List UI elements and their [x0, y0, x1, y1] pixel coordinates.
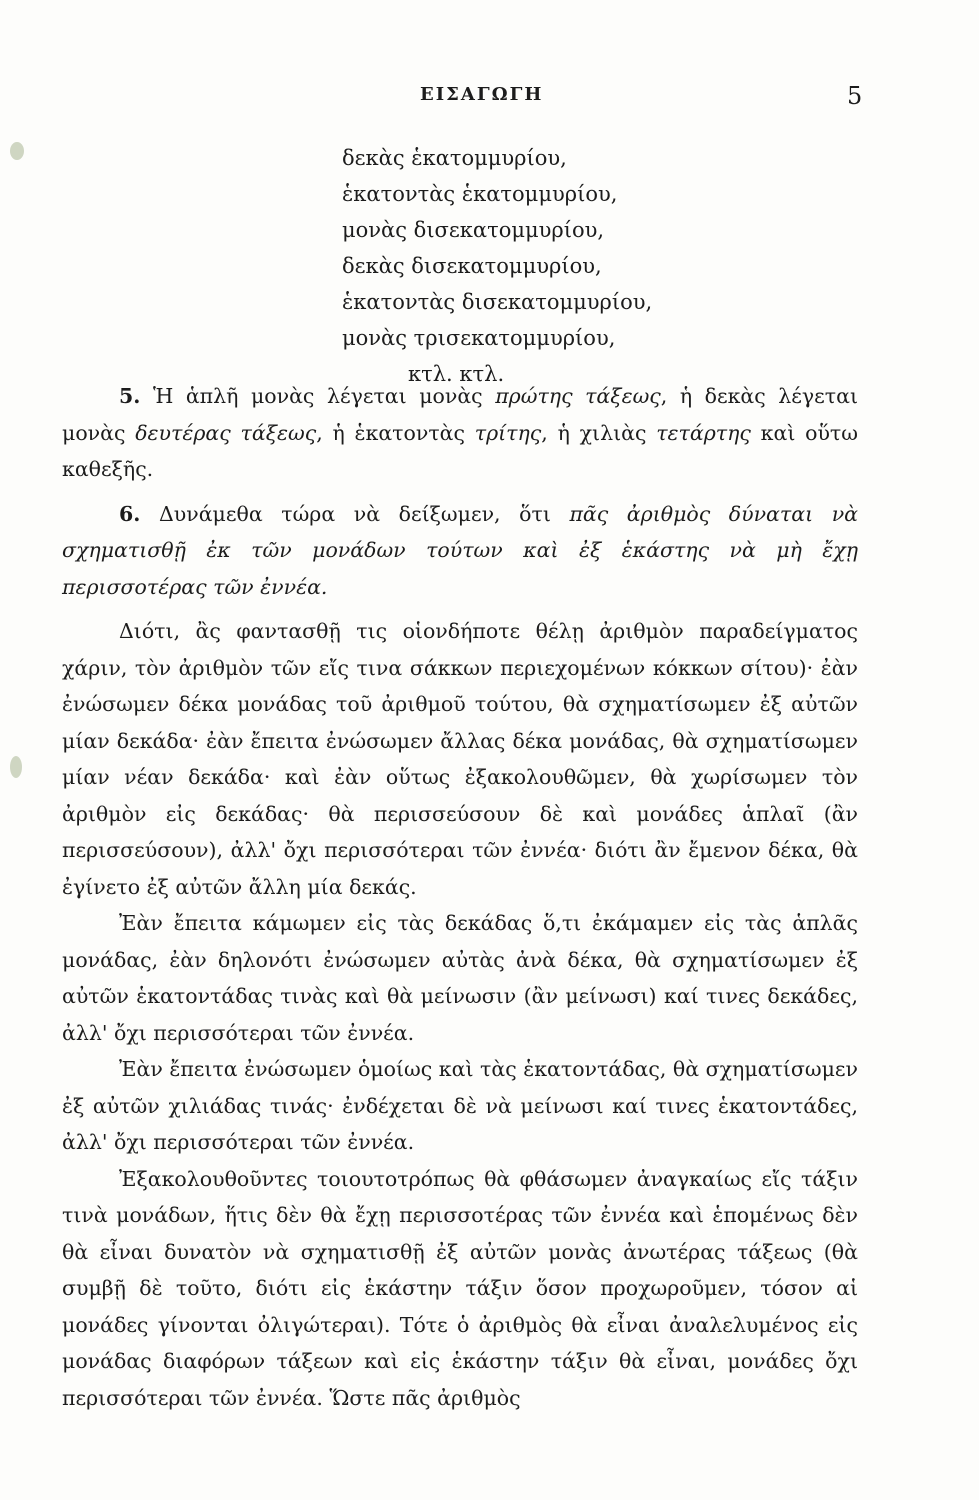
page-number: 5: [847, 82, 863, 110]
text-run: Ἡ ἁπλῆ μονὰς λέγεται μονὰς: [152, 384, 496, 408]
page-header: [0, 84, 979, 114]
running-head: ΕΙΣΑΓΩΓΗ: [420, 84, 544, 105]
section-number: 6.: [119, 501, 141, 526]
paragraph: Ἐξακολουθοῦντες τοιουτοτρόπως θὰ φθάσωμεν ἀναγκαίως εἴς τάξιν τινὰ μονάδων, ἥτις δὲν θὰ ἔχῃ περισσοτέρας τῶν ἐννέα καὶ ἑπομένως δὲν θὰ εἶναι δυνατὸν νὰ σχηματισθῇ ἐξ αὐτῶν μονὰς ἀνωτέρας τάξεως (θὰ συμβῇ δὲ τοῦτο, διότι εἰς ἑκάστην τάξιν ὅσον προχωροῦμεν, τόσον αἱ μονάδες γίνονται ὀλιγώτεραι). Τότε ὁ ἀριθμὸς θὰ εἶναι ἀναλελυμένος εἰς μονάδας διαφόρων τάξεων καὶ εἰς ἑκάστην τάξιν θὰ εἶναι, μονάδες ὄχι περισσότεραι τῶν ἐννέα. Ὥστε πᾶς ἀριθμὸς: [62, 1166, 858, 1410]
margin-stain-middle: [10, 756, 22, 778]
text-run: Δυνάμεθα τώρα νὰ δείξωμεν, ὅτι: [158, 501, 570, 526]
list-line-etc: κτλ. κτλ.: [408, 362, 505, 386]
emphasis: δευτέρας τάξεως: [135, 420, 317, 445]
text-run: , ἡ δεκὰς λέγεται μονὰς: [62, 384, 858, 445]
emphasis: πρώτης τάξεως: [495, 384, 661, 408]
text-run: , ἡ χιλιὰς: [541, 420, 657, 445]
margin-stain-top: [10, 142, 24, 160]
section-6: [62, 496, 858, 606]
list-line: ἑκατοντὰς ἑκατομμυρίου,: [342, 182, 618, 206]
text-run: καὶ οὕτω καθεξῆς.: [62, 420, 858, 481]
text-run: , ἡ ἑκατοντὰς: [316, 420, 475, 445]
list-line: μονὰς δισεκατομμυρίου,: [342, 218, 605, 242]
list-line: μονὰς τρισεκατομμυρίου,: [342, 326, 616, 350]
list-line: ἑκατοντὰς δισεκατομμυρίου,: [342, 290, 653, 314]
emphasis: τρίτης: [474, 420, 542, 445]
section-number: 5.: [119, 384, 141, 408]
paragraph: Διότι, ἂς φαντασθῇ τις οἱονδήποτε θέλῃ ἀριθμὸν παραδείγματος χάριν, τὸν ἀριθμὸν τῶν εἴς τινα σάκκων περιεχομένων κόκκων σίτου)· ἐὰν ἐνώσωμεν δέκα μονάδας τοῦ ἀριθμοῦ τούτου, θὰ σχηματίσωμεν ἐξ αὐτῶν μίαν δεκάδα· ἐὰν ἔπειτα ἐνώσωμεν ἄλλας δέκα μονάδας, θὰ σχηματίσωμεν μίαν νέαν δεκάδα· καὶ ἐὰν οὕτως ἐξακολουθῶμεν, θὰ χωρίσωμεν τὸν ἀριθμὸν εἰς δεκάδας· θὰ περισσεύσουν δὲ καὶ μονάδες ἁπλαῖ (ἂν περισσεύσουν), ἀλλ' ὄχι περισσότεραι τῶν ἐννέα· διότι ἂν ἔμενον δέκα, θὰ ἐγίνετο ἐξ αὐτῶν ἄλλη μία δεκάς.: [62, 619, 858, 899]
body-text: [62, 378, 858, 1416]
list-line: δεκὰς δισεκατομμυρίου,: [342, 254, 602, 278]
paragraph: Ἐὰν ἔπειτα ἐνώσωμεν ὁμοίως καὶ τὰς ἑκατοντάδας, θὰ σχηματίσωμεν ἐξ αὐτῶν χιλιάδας τινάς· ἐνδέχεται δὲ νὰ μείνωσι καί τινες ἑκατοντάδες, ἀλλ' ὄχι περισσότεραι τῶν ἐννέα.: [62, 1057, 858, 1154]
emphasis: πᾶς ἀριθμὸς δύναται νὰ σχηματισθῇ ἐκ τῶν μονάδων τούτων καὶ ἐξ ἑκάστης νὰ μὴ ἔχῃ περισσοτέρας τῶν ἐννέα.: [62, 501, 858, 599]
order-list: [342, 140, 902, 392]
list-line: δεκὰς ἑκατομμυρίου,: [342, 146, 567, 170]
emphasis: τετάρτης: [656, 420, 751, 445]
paragraph: Ἐὰν ἔπειτα κάμωμεν εἰς τὰς δεκάδας ὅ,τι ἐκάμαμεν εἰς τὰς ἁπλᾶς μονάδας, ἐὰν δηλονότι ἐνώσωμεν αὐτὰς ἀνὰ δέκα, θὰ σχηματίσωμεν ἐξ αὐτῶν ἑκατοντάδας τινὰς καὶ θὰ μείνωσιν (ἂν μείνωσι) καί τινες δεκάδες, ἀλλ' ὄχι περισσότεραι τῶν ἐννέα.: [62, 911, 858, 1045]
section-5: [62, 378, 858, 488]
